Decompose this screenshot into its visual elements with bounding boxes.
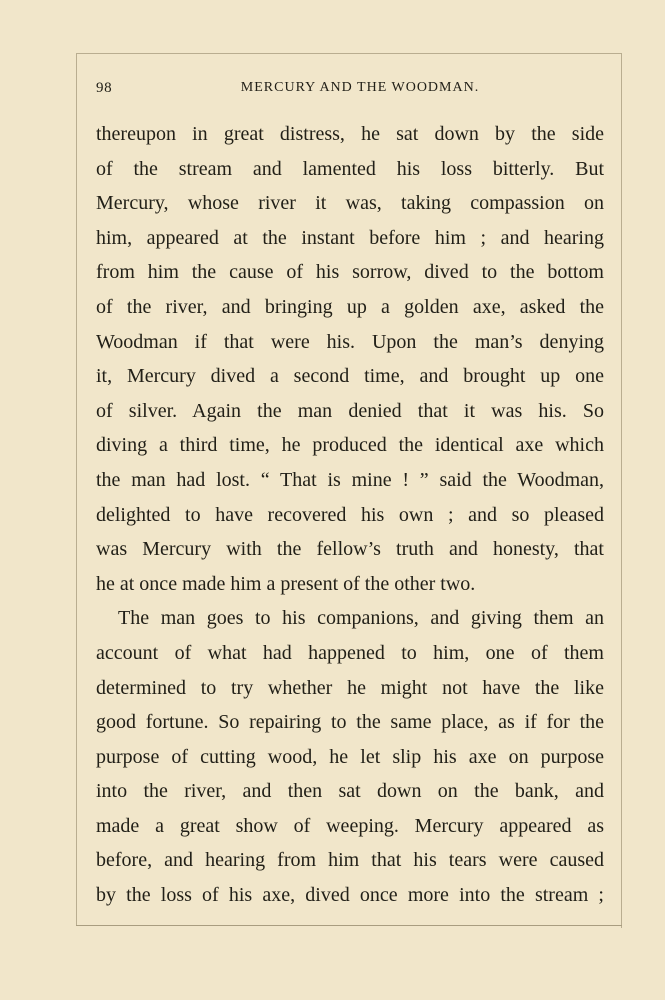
text-line: purpose of cutting wood, he let slip his axe on purpose: [96, 745, 604, 768]
running-title: MERCURY AND THE WOODMAN.: [240, 80, 480, 95]
body-text: [96, 117, 604, 913]
text-line: of silver. Again the man denied that it was his. So: [96, 399, 604, 422]
text-line: made a great show of weeping. Mercury appeared as: [96, 814, 604, 837]
frame-rule-bottom: [76, 925, 622, 926]
text-line: into the river, and then sat down on the bank, and: [96, 780, 604, 803]
text-line: he at once made him a present of the other two.: [96, 572, 476, 595]
text-line: from him the cause of his sorrow, dived to the bottom: [96, 261, 604, 284]
text-line: Woodman if that were his. Upon the man’s denying: [96, 330, 604, 353]
text-line: of the stream and lamented his loss bitterly. But: [96, 157, 604, 180]
text-line: determined to try whether he might not have the like: [96, 676, 604, 699]
text-line: delighted to have recovered his own ; and so pleased: [96, 503, 604, 526]
text-line: Mercury, whose river it was, taking compassion on: [96, 192, 604, 215]
text-line: account of what had happened to him, one of them: [96, 641, 604, 664]
text-line: thereupon in great distress, he sat down by the side: [96, 123, 604, 145]
frame-rule-top: [76, 53, 622, 54]
text-line: him, appeared at the instant before him ; and hearing: [96, 226, 604, 249]
text-line: The man goes to his companions, and giving them an: [118, 607, 604, 630]
frame-rule-right: [621, 53, 622, 928]
page-number: 98: [96, 80, 113, 96]
text-line: before, and hearing from him that his tears were caused: [96, 849, 604, 872]
text-line: it, Mercury dived a second time, and brought up one: [96, 365, 604, 388]
text-line: was Mercury with the fellow’s truth and honesty, that: [96, 538, 604, 561]
text-line: diving a third time, he produced the identical axe which: [96, 434, 604, 457]
text-line: by the loss of his axe, dived once more into the stream ;: [96, 884, 604, 907]
text-line: of the river, and bringing up a golden axe, asked the: [96, 295, 604, 318]
text-line: the man had lost. “ That is mine ! ” said the Woodman,: [96, 468, 604, 491]
text-line: good fortune. So repairing to the same place, as if for the: [96, 711, 604, 734]
frame-rule-left: [76, 53, 77, 925]
page-header: [96, 80, 604, 100]
